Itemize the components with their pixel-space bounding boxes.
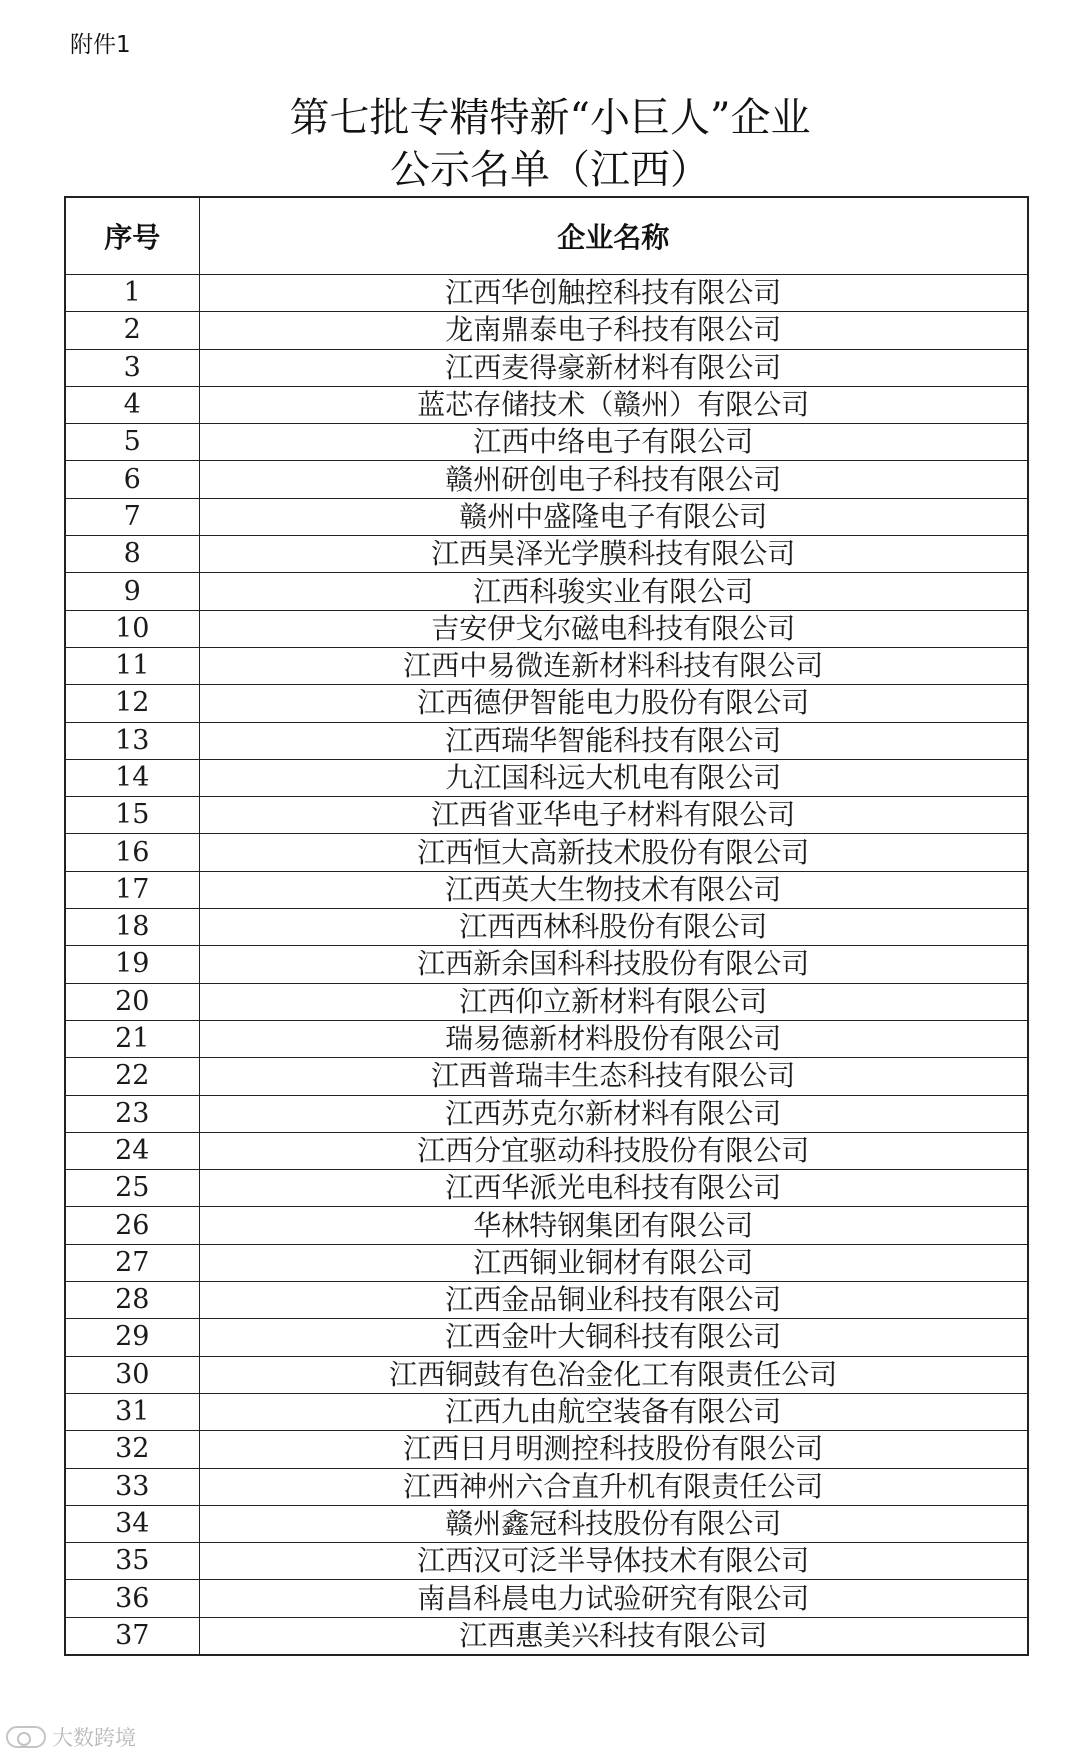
table-row <box>65 983 1028 1020</box>
table-row <box>65 424 1028 461</box>
row-company-name: 江西西林科股份有限公司 <box>199 909 1028 946</box>
row-serial-number: 22 <box>65 1058 199 1095</box>
table-row <box>65 1020 1028 1057</box>
row-serial-number: 18 <box>65 909 199 946</box>
watermark-text: 大数跨境 <box>52 1726 136 1750</box>
table-row <box>65 312 1028 349</box>
row-company-name: 江西中易微连新材料科技有限公司 <box>199 647 1028 684</box>
row-company-name: 江西中络电子有限公司 <box>199 424 1028 461</box>
row-serial-number: 2 <box>65 312 199 349</box>
table-row <box>65 871 1028 908</box>
row-serial-number: 13 <box>65 722 199 759</box>
row-serial-number: 17 <box>65 871 199 908</box>
table-row <box>65 1207 1028 1244</box>
table-row <box>65 610 1028 647</box>
table-row <box>65 536 1028 573</box>
table-row <box>65 1095 1028 1132</box>
row-serial-number: 25 <box>65 1170 199 1207</box>
row-company-name: 江西金品铜业科技有限公司 <box>199 1282 1028 1319</box>
row-serial-number: 27 <box>65 1244 199 1281</box>
row-company-name: 赣州中盛隆电子有限公司 <box>199 498 1028 535</box>
row-company-name: 江西普瑞丰生态科技有限公司 <box>199 1058 1028 1095</box>
table-row <box>65 722 1028 759</box>
row-company-name: 江西神州六合直升机有限责任公司 <box>199 1468 1028 1505</box>
row-serial-number: 14 <box>65 759 199 796</box>
row-serial-number: 1 <box>65 275 199 312</box>
table-row <box>65 1282 1028 1319</box>
row-serial-number: 15 <box>65 797 199 834</box>
row-serial-number: 35 <box>65 1543 199 1580</box>
row-serial-number: 23 <box>65 1095 199 1132</box>
row-company-name: 江西汉可泛半导体技术有限公司 <box>199 1543 1028 1580</box>
table-row <box>65 1505 1028 1542</box>
row-serial-number: 24 <box>65 1132 199 1169</box>
row-company-name: 江西德伊智能电力股份有限公司 <box>199 685 1028 722</box>
row-company-name: 华林特钢集团有限公司 <box>199 1207 1028 1244</box>
row-company-name: 江西恒大高新技术股份有限公司 <box>199 834 1028 871</box>
attachment-label: 附件1 <box>70 32 131 58</box>
row-serial-number: 19 <box>65 946 199 983</box>
row-serial-number: 29 <box>65 1319 199 1356</box>
company-list-table <box>64 196 1029 1656</box>
table-row <box>65 1058 1028 1095</box>
row-serial-number: 36 <box>65 1580 199 1617</box>
row-serial-number: 9 <box>65 573 199 610</box>
row-serial-number: 11 <box>65 647 199 684</box>
row-company-name: 江西九由航空装备有限公司 <box>199 1393 1028 1430</box>
row-serial-number: 3 <box>65 349 199 386</box>
row-serial-number: 34 <box>65 1505 199 1542</box>
table-row <box>65 1132 1028 1169</box>
row-serial-number: 37 <box>65 1617 199 1655</box>
table-row <box>65 349 1028 386</box>
row-company-name: 江西分宜驱动科技股份有限公司 <box>199 1132 1028 1169</box>
table-row <box>65 1580 1028 1617</box>
row-company-name: 九江国科远大机电有限公司 <box>199 759 1028 796</box>
table-row <box>65 797 1028 834</box>
watermark <box>6 1722 136 1752</box>
row-serial-number: 16 <box>65 834 199 871</box>
table-row <box>65 1170 1028 1207</box>
row-serial-number: 12 <box>65 685 199 722</box>
row-company-name: 江西省亚华电子材料有限公司 <box>199 797 1028 834</box>
row-company-name: 江西惠美兴科技有限公司 <box>199 1617 1028 1655</box>
page-title-line1: 第七批专精特新“小巨人”企业 <box>289 95 811 141</box>
row-company-name: 江西仰立新材料有限公司 <box>199 983 1028 1020</box>
table-row <box>65 386 1028 423</box>
row-serial-number: 31 <box>65 1393 199 1430</box>
row-company-name: 瑞易德新材料股份有限公司 <box>199 1020 1028 1057</box>
row-company-name: 江西苏克尔新材料有限公司 <box>199 1095 1028 1132</box>
table-row <box>65 1543 1028 1580</box>
row-company-name: 江西昊泽光学膜科技有限公司 <box>199 536 1028 573</box>
row-serial-number: 33 <box>65 1468 199 1505</box>
table-row <box>65 946 1028 983</box>
row-serial-number: 8 <box>65 536 199 573</box>
row-company-name: 江西华派光电科技有限公司 <box>199 1170 1028 1207</box>
table-row <box>65 685 1028 722</box>
header-serial-number: 序号 <box>65 197 199 275</box>
table-row <box>65 1468 1028 1505</box>
table-row <box>65 1431 1028 1468</box>
row-company-name: 江西铜业铜材有限公司 <box>199 1244 1028 1281</box>
table-row <box>65 1319 1028 1356</box>
row-company-name: 江西英大生物技术有限公司 <box>199 871 1028 908</box>
row-company-name: 江西瑞华智能科技有限公司 <box>199 722 1028 759</box>
row-serial-number: 6 <box>65 461 199 498</box>
row-company-name: 江西华创触控科技有限公司 <box>199 275 1028 312</box>
watermark-logo-icon <box>6 1726 46 1748</box>
row-company-name: 赣州鑫冠科技股份有限公司 <box>199 1505 1028 1542</box>
table-row <box>65 275 1028 312</box>
row-company-name: 江西麦得豪新材料有限公司 <box>199 349 1028 386</box>
row-serial-number: 5 <box>65 424 199 461</box>
row-company-name: 吉安伊戈尔磁电科技有限公司 <box>199 610 1028 647</box>
page-title-line2: 公示名单（江西） <box>390 147 710 193</box>
table-header-row <box>65 197 1028 275</box>
row-company-name: 南昌科晨电力试验研究有限公司 <box>199 1580 1028 1617</box>
row-serial-number: 4 <box>65 386 199 423</box>
row-company-name: 江西新余国科科技股份有限公司 <box>199 946 1028 983</box>
row-serial-number: 28 <box>65 1282 199 1319</box>
table-row <box>65 498 1028 535</box>
row-serial-number: 26 <box>65 1207 199 1244</box>
row-company-name: 江西铜鼓有色冶金化工有限责任公司 <box>199 1356 1028 1393</box>
row-serial-number: 10 <box>65 610 199 647</box>
row-company-name: 蓝芯存储技术（赣州）有限公司 <box>199 386 1028 423</box>
row-serial-number: 21 <box>65 1020 199 1057</box>
table-row <box>65 573 1028 610</box>
row-company-name: 江西科骏实业有限公司 <box>199 573 1028 610</box>
row-serial-number: 20 <box>65 983 199 1020</box>
table-row <box>65 834 1028 871</box>
header-company-name: 企业名称 <box>199 197 1028 275</box>
table-row <box>65 461 1028 498</box>
row-company-name: 赣州研创电子科技有限公司 <box>199 461 1028 498</box>
table-row <box>65 1356 1028 1393</box>
row-company-name: 江西金叶大铜科技有限公司 <box>199 1319 1028 1356</box>
table-row <box>65 1617 1028 1655</box>
table-row <box>65 759 1028 796</box>
row-serial-number: 7 <box>65 498 199 535</box>
row-company-name: 江西日月明测控科技股份有限公司 <box>199 1431 1028 1468</box>
table-row <box>65 1244 1028 1281</box>
row-serial-number: 32 <box>65 1431 199 1468</box>
row-company-name: 龙南鼎泰电子科技有限公司 <box>199 312 1028 349</box>
table-row <box>65 647 1028 684</box>
row-serial-number: 30 <box>65 1356 199 1393</box>
table-row <box>65 1393 1028 1430</box>
table-row <box>65 909 1028 946</box>
